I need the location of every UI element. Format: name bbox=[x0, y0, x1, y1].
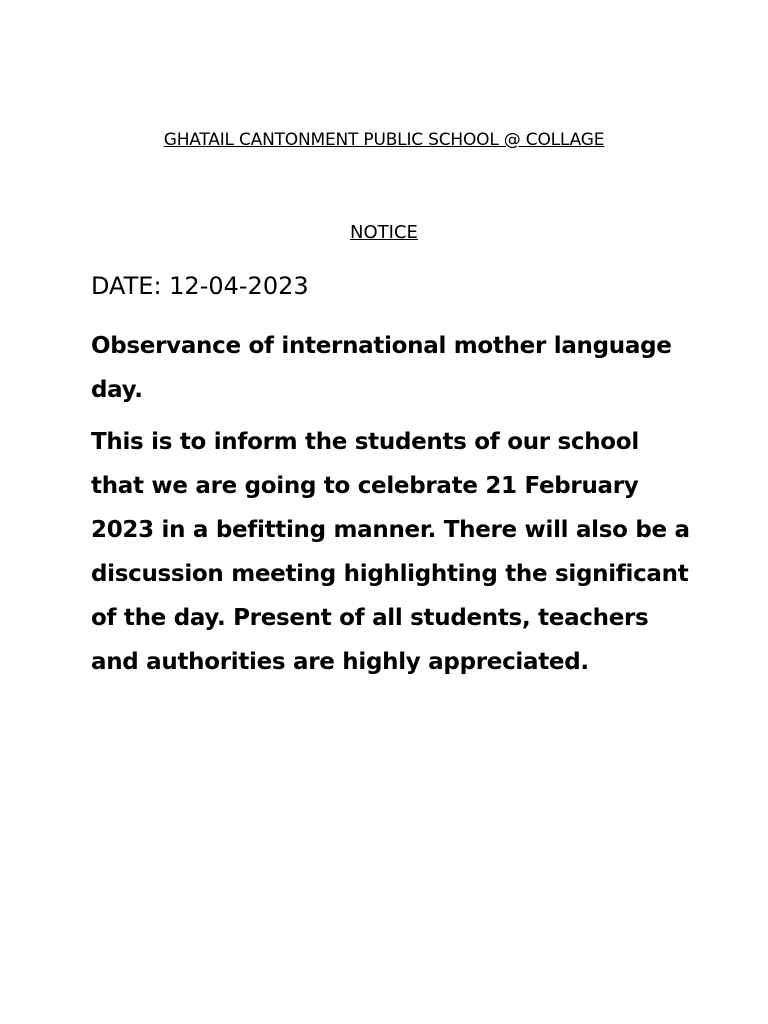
school-name-heading: GHATAIL CANTONMENT PUBLIC SCHOOL @ COLLAGE bbox=[163, 130, 605, 150]
notice-date: DATE: 12-04-2023 bbox=[91, 272, 309, 300]
notice-title: NOTICE bbox=[350, 222, 418, 243]
notice-body: This is to inform the students of our school that we are going to celebrate 21 February 2023 in a befitting manner. There will also be a discussion meeting highlighting the significant of the day. Present of all students, teachers and authorities are highly appreciated. bbox=[91, 429, 690, 675]
notice-subject: Observance of international mother language day. bbox=[91, 333, 672, 403]
